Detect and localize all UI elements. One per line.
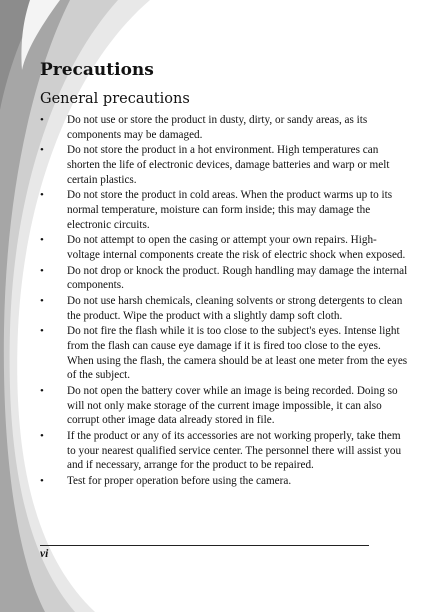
bullet-icon: • — [40, 474, 44, 487]
bullet-icon: • — [40, 429, 44, 442]
list-item-text: Do not store the product in cold areas. When the product warms up to its normal temperature, moisture can form inside; this may damage the electronic circuits. — [67, 189, 393, 231]
list-item-text: Do not use harsh chemicals, cleaning solvents or strong detergents to clean the product. Wipe the product with a slightly damp soft cloth. — [67, 295, 403, 322]
list-item — [40, 474, 408, 489]
footer-divider — [40, 545, 369, 546]
list-item — [40, 113, 408, 142]
list-item — [40, 188, 408, 232]
list-item — [40, 143, 408, 187]
page-number: vi — [40, 548, 49, 560]
list-item-text: Do not store the product in a hot environment. High temperatures can shorten the life of electronic devices, damage batteries and warp or melt certain plastics. — [67, 144, 390, 186]
bullet-icon: • — [40, 385, 44, 397]
bullet-icon: • — [40, 264, 44, 277]
section-title: General precautions — [40, 91, 190, 107]
list-item-text: Do not attempt to open the casing or attempt your own repairs. High-voltage internal components create the risk of electric shock when exposed. — [67, 234, 406, 261]
list-item-text: Test for proper operation before using the camera. — [67, 474, 292, 487]
bullet-icon: • — [40, 144, 44, 157]
bullet-icon: • — [40, 234, 44, 247]
list-item — [40, 294, 408, 323]
precautions-list — [40, 113, 408, 490]
bullet-icon: • — [40, 114, 44, 126]
list-item-text: Do not drop or knock the product. Rough handling may damage the internal components. — [67, 264, 408, 292]
bullet-icon: • — [40, 189, 44, 202]
list-item — [40, 324, 408, 382]
list-item — [40, 429, 408, 473]
list-item — [40, 233, 408, 262]
list-item-text: If the product or any of its accessories are not working properly, take them to your nearest qualified service center. The personnel there will assist you and if necessary, arrange for the product to be repaired. — [67, 429, 402, 472]
bullet-icon: • — [40, 295, 44, 308]
list-item — [40, 264, 408, 293]
page-title: Precautions — [40, 60, 154, 80]
list-item-text: Do not open the battery cover while an image is being recorded. Doing so will not only make storage of the current image impossible, it can also corrupt other image data already stored in file. — [67, 385, 398, 427]
list-item — [40, 384, 408, 428]
list-item-text: Do not use or store the product in dusty, dirty, or sandy areas, as its components may be damaged. — [67, 114, 368, 141]
bullet-icon: • — [40, 325, 44, 338]
list-item-text: Do not fire the flash while it is too close to the subject's eyes. Intense light from the flash can cause eye damage if it is fired too close to the eyes. When using the flash, the camera should be at least one meter from the eyes of the subject. — [67, 325, 408, 382]
